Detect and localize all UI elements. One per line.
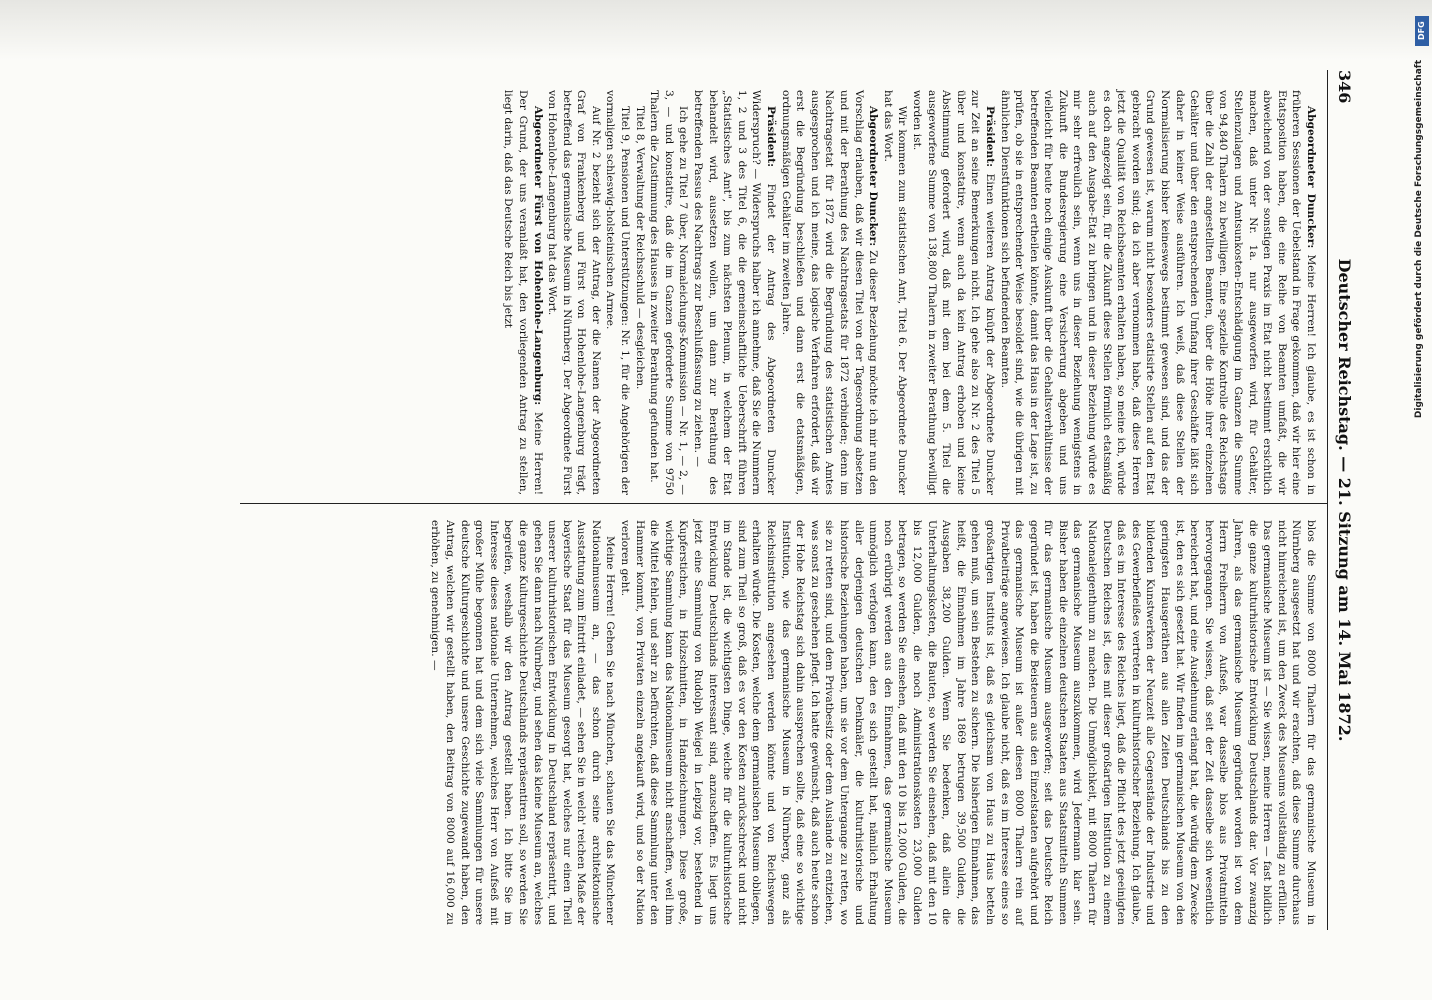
paragraph-text: Titel 8, Verwaltung der Reichsschuld — desgleichen.: [633, 106, 646, 390]
scan-edge-shadow: [0, 0, 1432, 60]
paragraph-text: Auf Nr. 2 bezieht sich der Antrag, der die Namen der Abgeordneten Graf von Frankenberg und Fürst von Hohenlohe-Langenburg trägt, betreffend das germanische Museum in Nürnberg. Der Abgeordnete Fürst von Hohenlohe-Langenburg hat das Wort.: [546, 90, 602, 495]
column-divider: [240, 503, 1328, 504]
paragraph-text: Findet der Antrag des Abgeordneten Duncker Widerspruch? — Widerspruchs halber ich annehme, daß Sie die Nummern 1, 2 und 3 des Titel 6, die die gemeinschaftliche Ueberschrift führen „Statistisches Amt", bis zum nächsten Plenum, in welchem der Etat behandelt wird, aussetzen wollen, um dann zur Berathung des betreffenden Passus des Nachtrags zur Beschlußfassung zu ziehen. —: [692, 90, 778, 495]
speaker-name: Präsident:: [765, 106, 778, 184]
paragraph-text: Zu dieser Beziehung möchte ich mir nun den Vorschlag erlauben, daß wir diesen Titel von der Tagesordnung absetzen und mit der Berathung des Nachtragsetats für 1872 verbinden; denn im Nachtragsetat für 1872 wird die Begründung des statistischen Amtes ausgesprochen und ich meine, das logische Verfahren erfordert, daß wir erst die Begründung beschließen und dann erst die etatsmäßigen, ordnungsmäßigen Gehälter im zweiten Jahre.: [779, 90, 880, 495]
paragraph-text: Titel 9, Pensionen und Unterstützungen: Nr. 1, für die Angehörigen der vormaligen schleswig-holsteinischen Armee.: [604, 90, 632, 495]
paragraph: [618, 520, 1319, 925]
paragraph-text: Einen weiteren Antrag knüpft der Abgeordnete Duncker zur Zeit an seine Bemerkungen nicht. Ich gehe also zu Nr. 2 des Titel 5 über und konstatire, wenn auch da kein Antrag erhoben und keine Abstimmung gefordert wird, daß mit dem bei dem 5. Titel die ausgeworfene Summe von 138,800 Thalern in zweiter Berathung bewilligt worden ist.: [910, 90, 996, 495]
paragraph-text: Meine Herren! Ich glaube, es ist schon in früheren Sessionen der Uebelstand in Frage gekommen, daß wir hier eine Etatsposition haben, die eine Reihe von Beamten umfaßt, die wir abweichend von der sonstigen Praxis im Etat nicht bestimmt ersichtlich machen, daß unter Nr. 1a. nur ausgeworfen wird, für Gehälter, Stellenzulagen und Amtsunkosten-Entschädigung im Ganzen die Summe von 94,840 Thalern zu bewilligen. Eine spezielle Kontrolle des Reichstags über die Zahl der angestellten Beamten, über die Höhe ihrer einzelnen Gehälter und über den entsprechenden Umfang ihrer Geschäfte läßt sich daher in keiner Weise ausführen. Ich weiß, daß diese Stellen der Normalisierung bisher keineswegs bestimmt gewesen sind, und das der Grund gewesen ist, warum nicht besonders etatisirte Stellen auf den Etat gebracht worden sind; da ich aber vernommen habe, daß diese Herren jetzt die Qualität von Reichsbeamten erhalten haben, so meine ich, würde es doch angezeigt sein, für die Zukunft diese Stellen förmlich etatsmäßig auch auf den Ausgabe-Etat zu bringen und in dieser Beziehung würde es mir sehr erfreulich sein, wenn uns in dieser Beziehung wenigstens in Zukunft die Bundesregierung eine Versicherung abgeben und uns vielleicht für heute noch einige Auskunft über die Gehaltsverhältnisse der betreffenden Beamten ertheilen könnte, damit das Haus in der Lage ist, zu prüfen, ob sie in entsprechender Weise besoldet sind, wie die übrigen mit ähnlichen Dienstfunktionen sich befindenden Beamten.: [998, 90, 1317, 495]
paragraph-text: Meine Herren! Gehen Sie nach München, schauen Sie das Münchener Nationalmuseum an, — das schon durch seine architektonische Ausstattung zum Eintritt einladet, — sehen Sie in welch' reichen Maße der bayerische Staat für das Museum gesorgt hat, welches nur einen Theil unserer kulturhistorischen Entwicklung in Deutschland repräsentirt, und gehen Sie dann nach Nürnberg, und sehen das kleine Museum an, welches die ganze Kulturgeschichte Deutschlands repräsentiren soll, so werden Sie begreifen, weshalb wir den Antrag gestellt haben. Ich bitte Sie im Interesse dieses nationale Unternehmen, welches Herr von Aufseß mit großer Mühe begonnen hat und dem sich viele Sammlungen für unsere deutsche Kulturgeschichte und unsere Geschichte zugewandt haben, den Antrag, welchen wir gestellt haben, den Beitrag von 8000 auf 16,000 zu erhöhen, zu genehmigen. —: [429, 520, 617, 925]
paragraph-text: Ich gehe zu Titel 7 über, Normaleichungs-Kommission — Nr. 1, — 2, — 3, — und konstatire, daß die im Ganzen geforderte Summe von 9750 Thalern die Zustimmung des Hauses in zweiter Berathung gefunden hat.: [648, 90, 690, 495]
paragraph: [690, 90, 778, 495]
page-header: [1324, 70, 1354, 930]
speaker-name: Abgeordneter Fürst von Hohenlohe-Langenburg:: [531, 106, 544, 412]
paragraph: [647, 90, 691, 495]
header-rule: [1327, 70, 1328, 930]
speaker-name: Abgeordneter Duncker:: [1305, 106, 1317, 255]
watermark-text: Digitalisierung gefördert durch die Deutsche Forschungsgemeinschaft: [1414, 60, 1424, 419]
paragraph-text: blos die Summe von 8000 Thalern für das germanische Museum in Nürnberg ausgesetzt hat und wir erachten, daß diese Summe durchaus nicht hinreichend ist, um den Zweck des Museums vollständig zu erfüllen. Das germanische Museum ist — Sie wissen, meine Herren — fast bildlich die ganze kulturhistorische Entwicklung Deutschlands dar. Vor zwanzig Jahren, als das germanische Museum gegründet worden ist von dem Herrn Freiherrn von Aufseß, war dasselbe blos aus Privatmitteln hervorgegangen. Sie wissen, daß seit der Zeit dasselbe sich wesentlich bereichert hat, und eine Ausdehnung erlangt hat, die würdig dem Zwecke ist, den es sich gesetzt hat. Wir finden im germanischen Museum von den geringsten Hausgeräthen aus allen Zeiten Deutschlands bis zu den bildenden Kunstwerken der Neuzeit alle Gegenstände der Industrie und des Gewerbefleißes vertreten in kulturhistorischer Beziehung. Ich glaube, daß es im Interesse des Reiches liegt, daß die Pflicht des jetzt geeinigten Deutschen Reiches ist, dies mit dieser großartigen Institution zu einem Nationaleigenthum zu machen. Die Unmöglichkeit, mit 8000 Thalern für das germanische Museum auszukommen, wird Jedermann klar sein. Bisher haben die einzelnen deutschen Staaten aus Staatsmitteln Summen für das germanische Museum ausgeworfen; seit das Deutsche Reich gegründet ist, haben die Beisteuern aus den Einzelstaaten aufgehört und das germanische Museum ist außer diesen 8000 Thalern rein auf Privatbeiträge angewiesen. Ich glaube nicht, daß es im Interesse eines so großartigen Instituts ist, daß es gleichsam von Haus zu Haus betteln gehen muß, um sein Bestehen zu sichern. Die bisherigen Einnahmen, das heißt, die Einnahmen im Jahre 1869 betrugen 39,500 Gulden, die Ausgaben 38,200 Gulden. Wenn Sie bedenken, daß allein die Unterhaltungskosten, die Bauten, so werden Sie einsehen, daß mit den 10 bis 12,000 Gulden, die noch Administrationskosten 23,000 Gulden betragen, so werden Sie einsehen, daß mit den 10 bis 12,000 Gulden, die noch erübrigt werden aus den Einnahmen, das germanische Museum unmöglich verfolgen kann, den es sich gestellt hat, nämlich Erhaltung aller derjenigen deutschen Denkmäler, die kulturhistorische und historische Beziehungen haben, um sie vor dem Untergange zu retten, wo sie zu retten sind, und dem Privatbesitz oder dem Auslande zu entziehen, was sonst zu geschehen pflegt. Ich hatte gewünscht, daß auch heute schon der Hohe Reichstag sich dahin aussprechen sollte, daß eine so wichtige Institution, wie das germanische Museum in Nürnberg, ganz als Reichsinstitution angesehen werden könnte und von Reichswegen erhalten würde. Die Kosten, welche dem germanischen Museum obliegen, sind zum Theil so groß, daß es vor den Kosten zurückschreckt und nicht im Stande ist, die wichtigsten Dinge, welche für die kulturhistorische Entwicklung Deutschlands interessant sind, anzuschaffen. Es liegt uns jetzt eine Sammlung von Rudolph Weigel in Leipzig vor, bestehend in Kupferstichen, in Holzschnitten, in Handzeichnungen. Diese große, wichtige Sammlung kann das Nationalmuseum nicht anschaffen, weil ihm die Mittel fehlen, und sehr zu befürchten, daß diese Sammlung unter den Hammer kommt, von Privaten einzeln angekauft wird, und so der Nation verloren geht.: [619, 520, 1317, 925]
paragraph-text: Wir kommen zum statistischen Amt, Titel 6. Der Abgeordnete Duncker hat das Wort.: [881, 90, 909, 495]
speaker-name: Präsident:: [983, 106, 996, 174]
page-title: Deutscher Reichstag. — 21. Sitzung am 14. Mai 1872.: [1335, 258, 1354, 742]
right-column: [428, 520, 1318, 925]
paragraph: [603, 90, 632, 495]
paragraph: [501, 90, 545, 495]
paragraph: [778, 90, 880, 495]
speaker-name: Abgeordneter Duncker:: [867, 106, 880, 251]
paragraph: [428, 520, 618, 925]
dfg-logo: DFG: [1415, 16, 1429, 46]
paragraph: [909, 90, 997, 495]
paragraph: [545, 90, 603, 495]
dfg-watermark: [1414, 10, 1430, 570]
paragraph: [880, 90, 909, 495]
paragraph: [997, 90, 1318, 495]
paragraph-text: Meine Herren! Der Grund, der uns veranlaßt hat, den vorliegenden Antrag zu stellen, liegt darin, daß das Deutsche Reich bis jetzt: [502, 90, 544, 495]
page-number: 346: [1335, 70, 1354, 104]
paragraph: [632, 90, 647, 495]
left-column: [501, 90, 1318, 495]
